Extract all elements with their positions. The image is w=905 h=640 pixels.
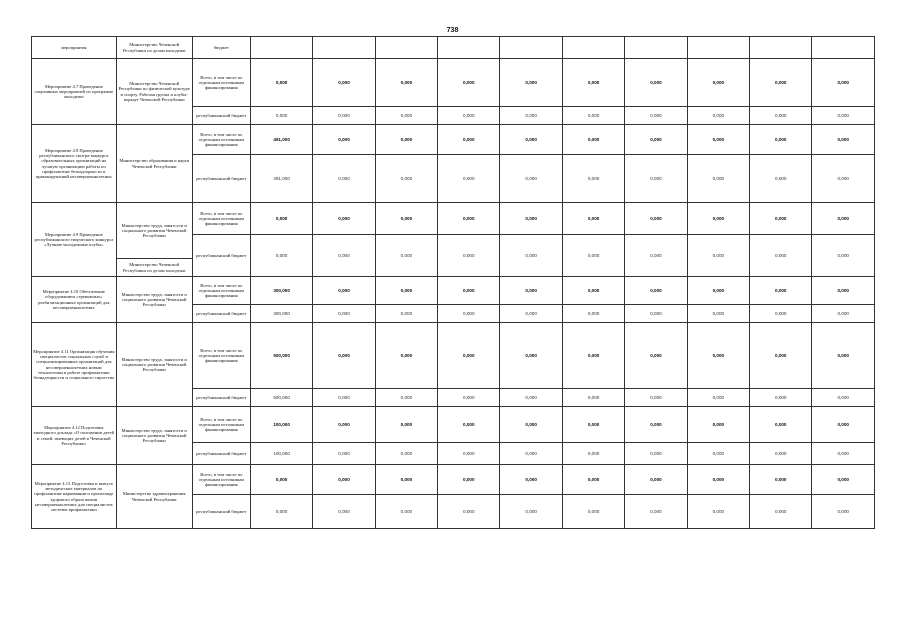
republic-value: 0,000 <box>625 235 687 277</box>
source-total-label: Всего, в том числе по отдельным источникам финансирования <box>192 323 250 389</box>
total-value: 0,000 <box>812 125 875 155</box>
table-row <box>32 203 875 235</box>
total-value: 0,000 <box>562 59 624 107</box>
page-number: 738 <box>446 27 459 34</box>
event-title: Мероприятие 4.13 Подготовка и выпуск методических материалов по профилактике наркомании и пропаганде здорового образа жизни несовершеннолетних для специалистов системы профилактики <box>32 465 117 529</box>
republic-value: 0,000 <box>625 443 687 465</box>
total-value: 0,000 <box>687 203 749 235</box>
total-value: 0,000 <box>750 407 812 443</box>
republic-value: 0,000 <box>500 389 562 407</box>
executor-cell: Министерство труда, занятости и социального развития Чеченской Республики <box>116 323 192 407</box>
republic-value: 0,000 <box>375 389 437 407</box>
total-value: 0,000 <box>625 407 687 443</box>
republic-value: 0,000 <box>812 235 875 277</box>
total-value: 0,000 <box>438 59 500 107</box>
republic-value: 0,000 <box>562 305 624 323</box>
republic-value: 0,000 <box>562 389 624 407</box>
republic-value: 0,000 <box>500 107 562 125</box>
executor-cell: Министерство образования и науки Чеченской Республики <box>116 125 192 203</box>
republic-value: 0,000 <box>375 107 437 125</box>
republic-value: 0,000 <box>438 443 500 465</box>
source-cell: бюджет <box>192 37 250 59</box>
total-value: 0,000 <box>687 277 749 305</box>
total-value: 0,000 <box>562 323 624 389</box>
total-value: 0,000 <box>562 465 624 495</box>
total-value: 0,000 <box>625 59 687 107</box>
total-value: 0,000 <box>750 465 812 495</box>
total-value: 0,000 <box>562 407 624 443</box>
total-value: 0,000 <box>375 465 437 495</box>
total-value: 0,000 <box>375 407 437 443</box>
republic-value: 0,000 <box>375 155 437 203</box>
republic-value: 0,000 <box>313 495 375 529</box>
republic-value: 0,000 <box>562 155 624 203</box>
republic-value: 0,000 <box>562 443 624 465</box>
republic-value: 0,000 <box>750 389 812 407</box>
total-value: 0,000 <box>625 465 687 495</box>
republic-value: 0,000 <box>375 443 437 465</box>
total-value: 0,000 <box>500 203 562 235</box>
total-value: 0,000 <box>562 125 624 155</box>
republic-value: 0,000 <box>313 305 375 323</box>
total-value: 0,000 <box>500 465 562 495</box>
republic-value: 0,000 <box>562 107 624 125</box>
republic-value: 0,000 <box>375 305 437 323</box>
table-row <box>32 407 875 443</box>
total-value: 0,000 <box>313 59 375 107</box>
republic-value: 0,000 <box>750 443 812 465</box>
total-value: 0,000 <box>438 407 500 443</box>
republic-value: 0,000 <box>625 389 687 407</box>
republic-value: 0,000 <box>375 235 437 277</box>
republic-value: 0,000 <box>687 305 749 323</box>
total-value: 0,000 <box>500 323 562 389</box>
total-value: 0,000 <box>750 203 812 235</box>
total-value: 0,000 <box>812 59 875 107</box>
executor-cell: Министерство труда, занятости и социального развития Чеченской Республики <box>116 203 192 259</box>
funding-table <box>31 36 875 529</box>
total-value: 0,000 <box>625 277 687 305</box>
republic-value: 0,000 <box>687 443 749 465</box>
table-row <box>32 277 875 305</box>
total-value: 0,000 <box>375 277 437 305</box>
total-value: 0,000 <box>562 277 624 305</box>
republic-value: 0,000 <box>687 389 749 407</box>
total-value: 0,000 <box>812 465 875 495</box>
table-row <box>32 323 875 389</box>
source-republic-label: республиканский бюджет <box>192 107 250 125</box>
source-republic-label: республиканский бюджет <box>192 389 250 407</box>
total-value: 0,000 <box>750 323 812 389</box>
republic-value: 0,000 <box>812 107 875 125</box>
republic-value: 491,000 <box>250 155 312 203</box>
total-value: 0,000 <box>812 277 875 305</box>
total-value: 100,000 <box>250 407 312 443</box>
republic-value: 0,000 <box>313 389 375 407</box>
total-value: 0,000 <box>687 125 749 155</box>
total-value: 0,000 <box>313 203 375 235</box>
total-value: 0,000 <box>375 59 437 107</box>
total-value: 500,000 <box>250 323 312 389</box>
republic-value: 0,000 <box>500 305 562 323</box>
total-value: 0,000 <box>562 203 624 235</box>
total-value: 0,000 <box>375 125 437 155</box>
total-value: 0,000 <box>313 125 375 155</box>
republic-value: 0,000 <box>438 107 500 125</box>
republic-value: 0,000 <box>313 235 375 277</box>
total-value: 0,000 <box>438 465 500 495</box>
republic-value: 0,000 <box>687 235 749 277</box>
source-total-label: Всего, в том числе по отдельным источникам финансирования <box>192 125 250 155</box>
event-title: Мероприятие 4.9 Проведение республиканского творческого конкурса «Лучшие молодежные клубы» <box>32 203 117 277</box>
source-total-label: Всего, в том числе по отдельным источникам финансирования <box>192 407 250 443</box>
total-value: 0,000 <box>687 323 749 389</box>
republic-value: 0,000 <box>750 235 812 277</box>
republic-value: 0,000 <box>750 155 812 203</box>
source-republic-label: республиканский бюджет <box>192 155 250 203</box>
republic-value: 0,000 <box>500 443 562 465</box>
republic-value: 300,000 <box>250 305 312 323</box>
source-republic-label: республиканский бюджет <box>192 235 250 277</box>
republic-value: 0,000 <box>438 495 500 529</box>
source-republic-label: республиканский бюджет <box>192 305 250 323</box>
republic-value: 0,000 <box>812 443 875 465</box>
event-title: Мероприятие 4.7 Проведение спортивных мероприятий по программе молодежи <box>32 59 117 125</box>
total-value: 0,000 <box>438 203 500 235</box>
total-value: 0,000 <box>750 125 812 155</box>
source-republic-label: республиканский бюджет <box>192 495 250 529</box>
republic-value: 100,000 <box>250 443 312 465</box>
event-title: Мероприятие 4.12 Подготовка ежегодного доклада «О положении детей и семей, имеющих детей в Чеченской Республике» <box>32 407 117 465</box>
table-row <box>32 125 875 155</box>
republic-value: 0,000 <box>250 107 312 125</box>
total-value: 0,000 <box>625 323 687 389</box>
republic-value: 0,000 <box>687 155 749 203</box>
total-value: 0,000 <box>250 59 312 107</box>
republic-value: 0,000 <box>313 443 375 465</box>
total-value: 0,000 <box>313 465 375 495</box>
total-value: 0,000 <box>438 125 500 155</box>
republic-value: 0,000 <box>438 305 500 323</box>
source-total-label: Всего, в том числе по отдельным источникам финансирования <box>192 203 250 235</box>
republic-value: 0,000 <box>438 155 500 203</box>
total-value: 491,000 <box>250 125 312 155</box>
republic-value: 0,000 <box>812 495 875 529</box>
republic-value: 0,000 <box>625 155 687 203</box>
source-republic-label: республиканский бюджет <box>192 443 250 465</box>
table-row <box>32 59 875 107</box>
total-value: 0,000 <box>500 407 562 443</box>
total-value: 0,000 <box>438 277 500 305</box>
total-value: 0,000 <box>812 323 875 389</box>
total-value: 300,000 <box>250 277 312 305</box>
total-value: 0,000 <box>687 465 749 495</box>
event-title: Мероприятие 4.8 Проведение республиканского смотра-конкурса образовательных организаций на лучшую организацию работы по профилактике безнадзорности и правонарушений несовершеннолетних <box>32 125 117 203</box>
total-value: 0,000 <box>250 465 312 495</box>
republic-value: 0,000 <box>438 235 500 277</box>
republic-value: 0,000 <box>562 495 624 529</box>
republic-value: 0,000 <box>562 235 624 277</box>
total-value: 0,000 <box>750 277 812 305</box>
total-value: 0,000 <box>500 125 562 155</box>
executor-cell: Министерство Чеченской Республики по делам молодежи <box>116 37 192 59</box>
republic-value: 0,000 <box>250 235 312 277</box>
source-total-label: Всего, в том числе по отдельным источникам финансирования <box>192 59 250 107</box>
total-value: 0,000 <box>438 323 500 389</box>
event-title: Мероприятие 4.10 Обеспечение оборудованием «тревожных» реабилитационных организаций для несовершеннолетних <box>32 277 117 323</box>
source-total-label: Всего, в том числе по отдельным источникам финансирования <box>192 465 250 495</box>
total-value: 0,000 <box>625 125 687 155</box>
republic-value: 0,000 <box>812 305 875 323</box>
table-row <box>32 465 875 495</box>
total-value: 0,000 <box>250 203 312 235</box>
total-value: 0,000 <box>750 59 812 107</box>
republic-value: 0,000 <box>313 107 375 125</box>
total-value: 0,000 <box>625 203 687 235</box>
source-total-label: Всего, в том числе по отдельным источникам финансирования <box>192 277 250 305</box>
executor-cell: Министерство труда, занятости и социального развития Чеченской Республики <box>116 277 192 323</box>
total-value: 0,000 <box>313 277 375 305</box>
republic-value: 0,000 <box>750 305 812 323</box>
republic-value: 0,000 <box>625 305 687 323</box>
total-value: 0,000 <box>500 59 562 107</box>
total-value: 0,000 <box>375 203 437 235</box>
republic-value: 0,000 <box>500 495 562 529</box>
republic-value: 0,000 <box>375 495 437 529</box>
republic-value: 0,000 <box>687 495 749 529</box>
event-title: Мероприятие 4.11 Организация обучения специалистов социальных служб и специализированных организаций для несовершеннолетних новым технологиям в работе профилактики безнадзорности и социального сиротства <box>32 323 117 407</box>
total-value: 0,000 <box>812 407 875 443</box>
republic-value: 0,000 <box>812 389 875 407</box>
republic-value: 0,000 <box>687 107 749 125</box>
republic-value: 0,000 <box>812 155 875 203</box>
executor-cell: Министерство труда, занятости и социального развития Чеченской Республики <box>116 407 192 465</box>
republic-value: 0,000 <box>313 155 375 203</box>
total-value: 0,000 <box>812 203 875 235</box>
republic-value: 0,000 <box>500 235 562 277</box>
total-value: 0,000 <box>500 277 562 305</box>
republic-value: 0,000 <box>750 495 812 529</box>
republic-value: 0,000 <box>250 495 312 529</box>
total-value: 0,000 <box>687 407 749 443</box>
table-row <box>32 37 875 59</box>
republic-value: 0,000 <box>750 107 812 125</box>
event-title-fragment: мероприятия <box>32 37 117 59</box>
republic-value: 0,000 <box>438 389 500 407</box>
republic-value: 0,000 <box>625 495 687 529</box>
republic-value: 0,000 <box>625 107 687 125</box>
executor-cell: Министерство Чеченской Республики по делам молодежи <box>116 259 192 277</box>
republic-value: 500,000 <box>250 389 312 407</box>
republic-value: 0,000 <box>500 155 562 203</box>
total-value: 0,000 <box>313 407 375 443</box>
total-value: 0,000 <box>375 323 437 389</box>
total-value: 0,000 <box>313 323 375 389</box>
total-value: 0,000 <box>687 59 749 107</box>
executor-cell: Министерство здравоохранения Чеченской Республики <box>116 465 192 529</box>
executor-cell: Министерство Чеченской Республики по физической культуре и спорту, Рабочая группа и клубы-воркаут Чеченской Республики <box>116 59 192 125</box>
